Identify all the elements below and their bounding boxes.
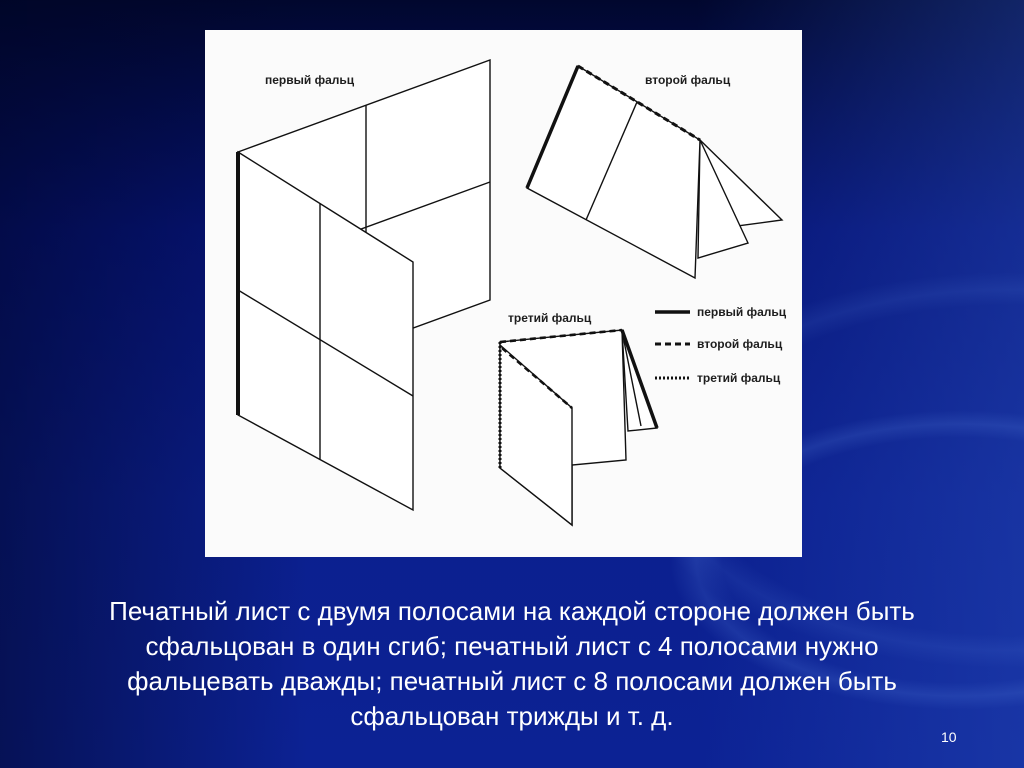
slide-caption [0,594,1024,734]
page-number: 10 [941,729,957,745]
second-fold-front-panel [527,66,700,278]
label-first-fold: первый фальц [265,73,355,87]
legend-label-second-fold: второй фальц [697,337,783,351]
caption-line: сфальцован в один сгиб; печатный лист с 4 полосами нужно [145,631,879,661]
legend [655,305,787,385]
caption-line: фальцевать дважды; печатный лист с 8 полосами должен быть [127,666,897,696]
caption-line: сфальцован трижды и т. д. [350,701,674,731]
folding-diagram [205,30,802,557]
legend-label-third-fold: третий фальц [697,371,781,385]
caption-line: Печатный лист с двумя полосами на каждой стороне должен быть [109,596,915,626]
figure-panel [205,30,802,557]
first-fold-diagram [238,60,490,510]
third-fold-diagram [500,330,657,525]
label-third-fold: третий фальц [508,311,592,325]
legend-label-first-fold: первый фальц [697,305,787,319]
second-fold-diagram [527,66,782,278]
label-second-fold: второй фальц [645,73,731,87]
